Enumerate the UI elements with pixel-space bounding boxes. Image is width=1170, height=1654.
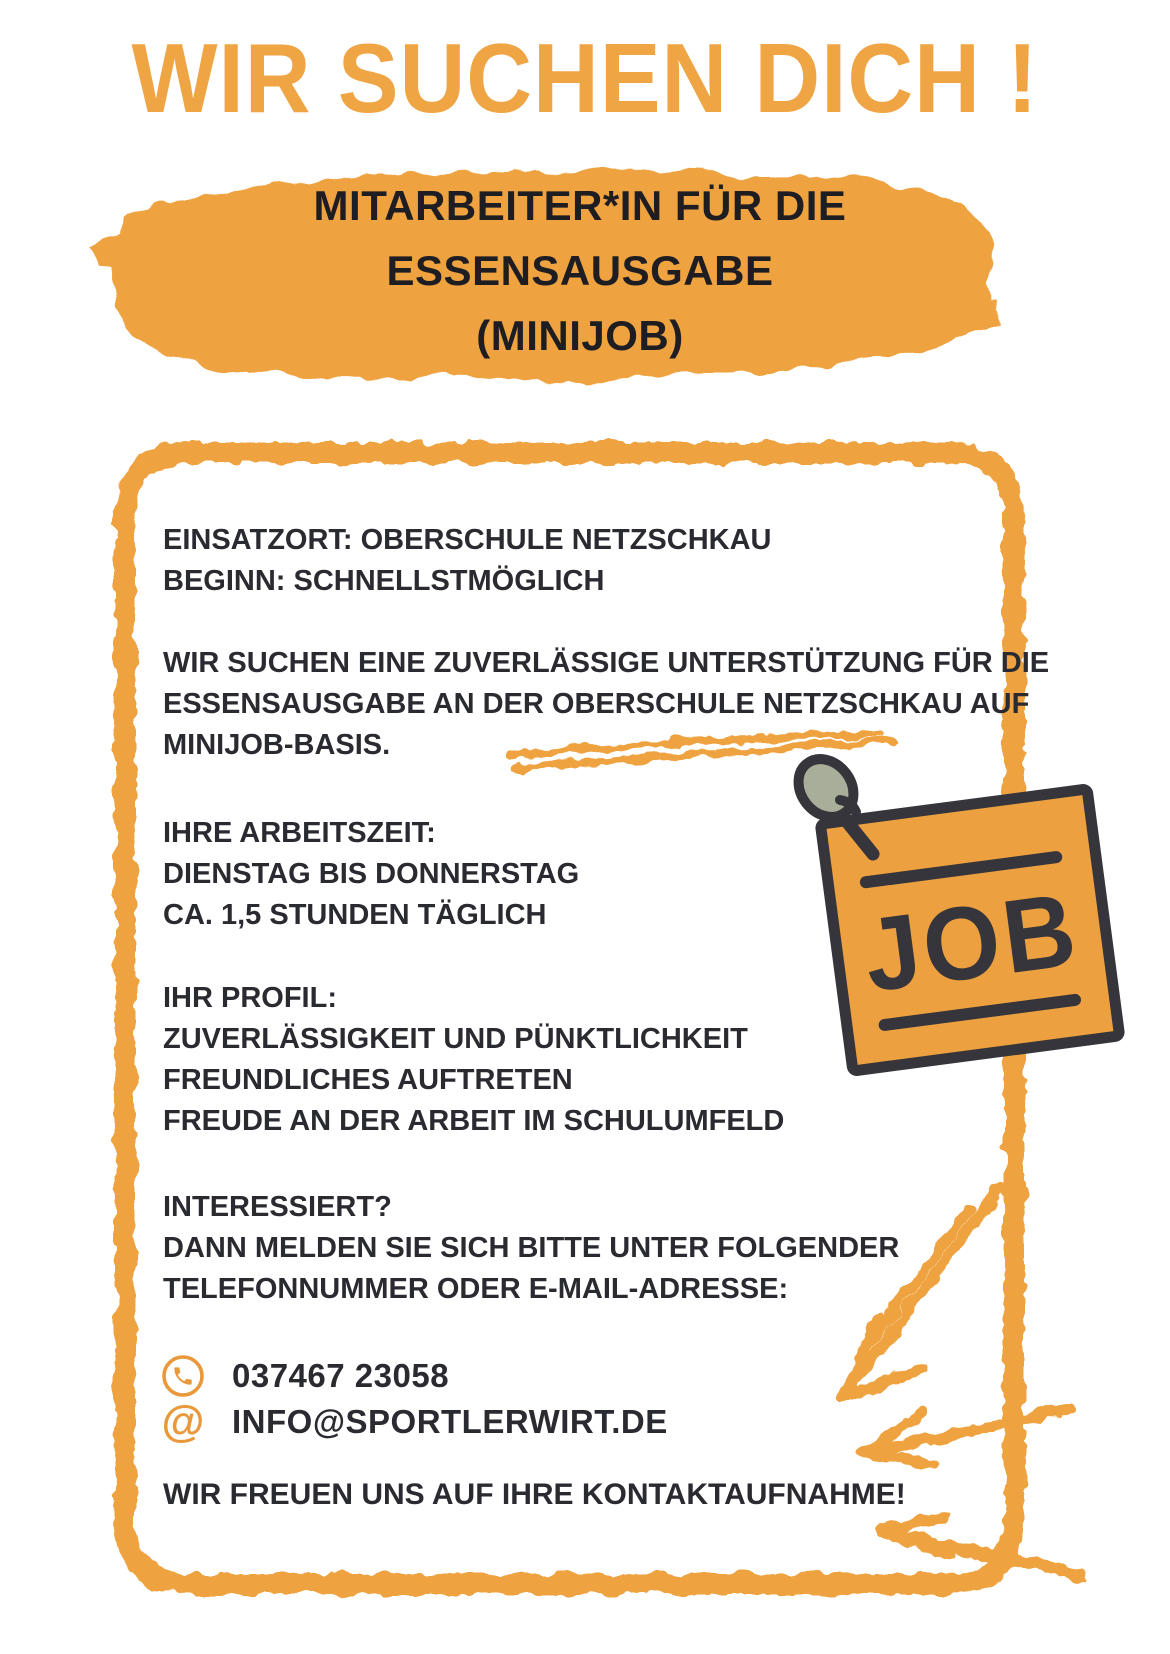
text-line: EINSATZORT: OBERSCHULE NETZSCHKAU	[163, 524, 772, 556]
job-note-label: JOB	[857, 871, 1086, 1015]
text-line: ZUVERLÄSSIGKEIT UND PÜNKTLICHKEIT	[163, 1023, 748, 1055]
closing-line: WIR FREUEN UNS AUF IHRE KONTAKTAUFNAHME!	[163, 1478, 906, 1511]
text-line: WIR SUCHEN EINE ZUVERLÄSSIGE UNTERSTÜTZUNG FÜR DIE	[163, 647, 1050, 679]
text-line: FREUDE AN DER ARBEIT IM SCHULUMFELD	[163, 1105, 785, 1137]
section-interested	[163, 1187, 899, 1310]
text-line: DIENSTAG BIS DONNERSTAG	[163, 858, 580, 890]
text-line: IHRE ARBEITSZEIT:	[163, 817, 436, 849]
phone-number: 037467 23058	[232, 1357, 450, 1394]
text-line: DANN MELDEN SIE SICH BITTE UNTER FOLGENDER	[163, 1232, 900, 1264]
banner-line: (MINIJOB)	[476, 311, 684, 359]
text-line: INTERESSIERT?	[163, 1191, 392, 1223]
phone-icon	[160, 1353, 206, 1399]
section-profile	[163, 978, 784, 1142]
email-address: INFO@SPORTLERWIRT.DE	[232, 1403, 668, 1440]
text-line: IHR PROFIL:	[163, 982, 337, 1014]
text-line: TELEFONNUMMER ODER E-MAIL-ADRESSE:	[163, 1273, 789, 1305]
banner-line: ESSENSAUSGABE	[386, 246, 774, 294]
text-line: BEGINN: SCHNELLSTMÖGLICH	[163, 565, 605, 597]
section-intro	[163, 643, 1049, 766]
banner-line: MITARBEITER*IN FÜR DIE	[313, 181, 847, 229]
text-line: CA. 1,5 STUNDEN TÄGLICH	[163, 899, 547, 931]
email-contact-row	[160, 1398, 668, 1446]
page-title: WIR SUCHEN DICH !	[131, 23, 1039, 133]
text-line: MINIJOB-BASIS.	[163, 729, 391, 761]
text-line: ESSENSAUSGABE AN DER OBERSCHULE NETZSCHKAU AUF	[163, 688, 1030, 720]
text-line: FREUNDLICHES AUFTRETEN	[163, 1064, 573, 1096]
at-icon: @	[161, 1397, 205, 1446]
job-note-sticker	[814, 783, 1126, 1077]
section-location-start	[163, 520, 771, 602]
phone-contact-row	[160, 1352, 449, 1400]
section-worktime	[163, 813, 579, 936]
